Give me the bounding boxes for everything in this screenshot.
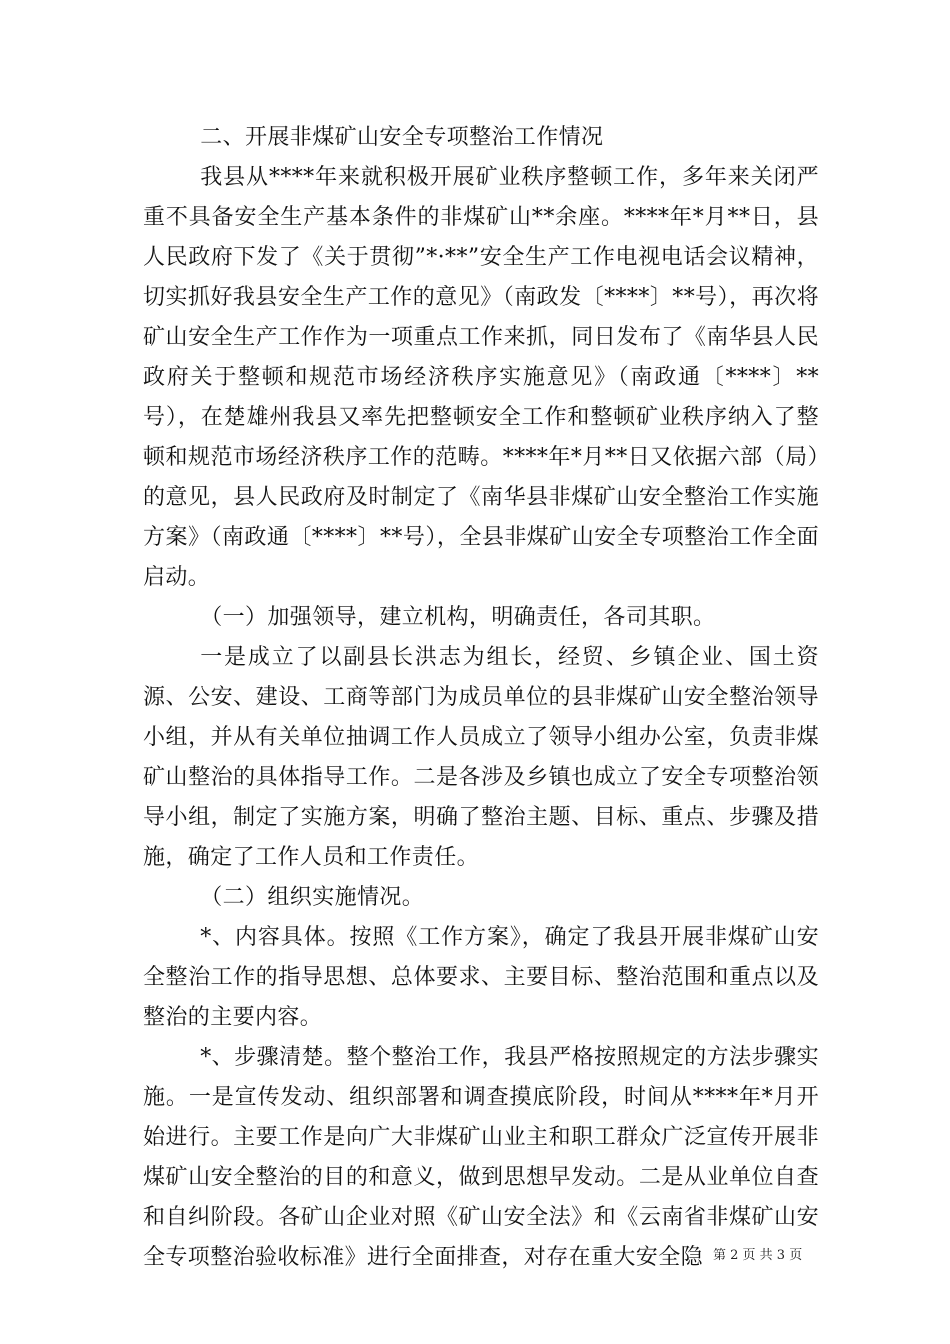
- body-paragraph: 我县从****年来就积极开展矿业秩序整顿工作，多年来关闭严重不具备安全生产基本条件的非煤矿山**余座。****年*月**日，县人民政府下发了《关于贯彻”*·**”安全生产工作电视电话会议精神，切实抓好我县安全生产工作的意见》（南政发〔****〕**号），再次将矿山安全生产工作作为一项重点工作来抓，同日发布了《南华县人民政府关于整顿和规范市场经济秩序实施意见》（南政通〔****〕**号），在楚雄州我县又率先把整顿安全工作和整顿矿业秩序纳入了整顿和规范市场经济秩序工作的范畴。****年*月**日又依据六部（局）的意见，县人民政府及时制定了《南华县非煤矿山安全整治工作实施方案》（南政通〔****〕**号），全县非煤矿山安全专项整治工作全面启动。: [143, 165, 819, 590]
- body-paragraph: 一是成立了以副县长洪志为组长，经贸、乡镇企业、国土资源、公安、建设、工商等部门为成员单位的县非煤矿山安全整治领导小组，并从有关单位抽调工作人员成立了领导小组办公室，负责非煤矿山整治的具体指导工作。二是各涉及乡镇也成立了安全专项整治领导小组，制定了实施方案，明确了整治主题、目标、重点、步骤及措施，确定了工作人员和工作责任。: [143, 645, 819, 870]
- body-paragraph: *、步骤清楚。整个整治工作，我县严格按照规定的方法步骤实施。一是宣传发动、组织部署和调查摸底阶段，时间从****年*月开始进行。主要工作是向广大非煤矿山业主和职工群众广泛宣传开展非煤矿山安全整治的目的和意义，做到思想早发动。二是从业单位自查和自纠阶段。各矿山企业对照《矿山安全法》和《云南省非煤矿山安全专项整治验收标准》进行全面排查，对存在重大安全隐: [143, 1045, 819, 1270]
- document-body: [143, 118, 819, 1278]
- body-paragraph: *、内容具体。按照《工作方案》，确定了我县开展非煤矿山安全整治工作的指导思想、总体要求、主要目标、整治范围和重点以及整治的主要内容。: [143, 925, 819, 1030]
- subsection-heading: （一）加强领导，建立机构，明确责任，各司其职。: [200, 605, 716, 630]
- subsection-heading: （二）组织实施情况。: [200, 885, 425, 910]
- page-number: 第 2 页 共 3 页: [713, 1248, 803, 1263]
- section-heading: 二、开展非煤矿山安全专项整治工作情况: [200, 125, 604, 150]
